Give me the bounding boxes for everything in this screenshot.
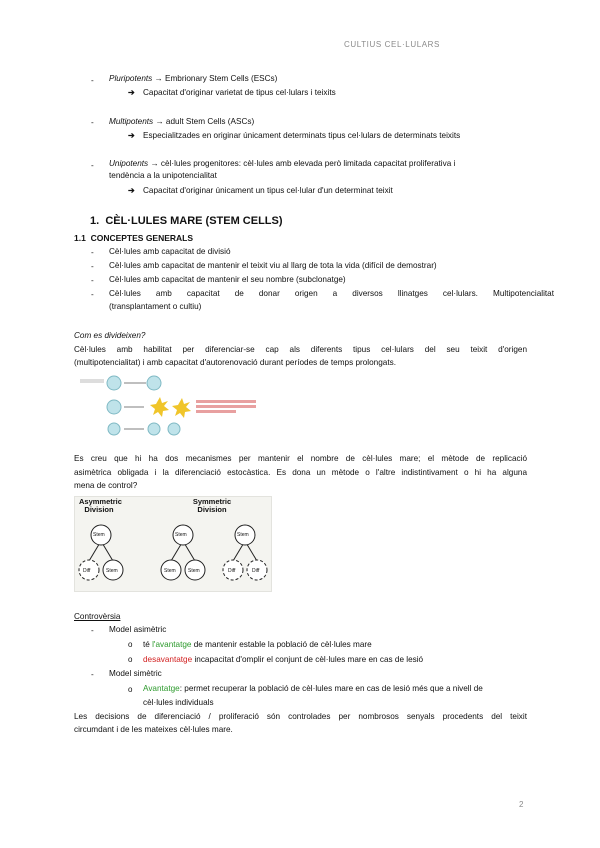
list-dash: - xyxy=(91,670,94,679)
circle-bullet: o xyxy=(128,640,133,649)
concept-item: Cèl·lules amb capacitat de donar origen a diversos llinatges cel·lulars. Multipotencialitat xyxy=(109,289,554,298)
asym-advantage: té l'avantatge de mantenir estable la població de cèl·lules mare xyxy=(143,640,372,649)
cell-label: Stem xyxy=(164,568,176,574)
list-dash: - xyxy=(91,161,94,170)
figure-row-2 xyxy=(107,397,256,418)
concept-item: Cèl·lules amb capacitat de mantenir el teixit viu al llarg de tota la vida (difícil de demostrar) xyxy=(109,261,437,270)
multipotent-sub: Especialitzades en originar únicament determinats tipus cel·lulars de determinats teixits xyxy=(143,131,461,140)
figure-row-1 xyxy=(80,376,161,390)
cell-label: Stem xyxy=(237,532,249,538)
unipotent-line-2: tendència a la unipotencialitat xyxy=(109,171,217,180)
closing-line: Les decisions de diferenciació / proliferació són controlades per nombrosos senyals procedents del teixit xyxy=(74,712,527,721)
asym-disadvantage: desavantatge incapacitat d'omplir el conjunt de cèl·lules mare en cas de lesió xyxy=(143,655,424,664)
concept-item: Cèl·lules amb capacitat de divisió xyxy=(109,247,231,256)
para-line: (multipotencialitat) i amb capacitat d'autorenovació durant períodes de temps prolongats. xyxy=(74,358,396,367)
division-diagram xyxy=(74,496,272,592)
concept-item: Cèl·lules amb capacitat de mantenir el seu nombre (subclonatge) xyxy=(109,275,346,284)
section-heading: 1. CÈL·LULES MARE (STEM CELLS) xyxy=(90,215,283,227)
list-dash: - xyxy=(91,248,94,257)
cell-label: Stem xyxy=(106,568,118,574)
unipotent-line: Unipotents → cèl·lules progenitores: cèl·lules amb elevada però limitada capacitat proliferativa i xyxy=(109,159,456,168)
list-dash: - xyxy=(91,626,94,635)
para-line: mena de control? xyxy=(74,481,138,490)
para-line: Cèl·lules amb habilitat per diferenciar-se cap als diferents tipus cel·lulars del seu teixit d'origen xyxy=(74,345,527,354)
list-dash: - xyxy=(91,262,94,271)
para-line: Es creu que hi ha dos mecanismes per mantenir el nombre de cèl·lules mare; el mètode de replicació xyxy=(74,454,527,463)
list-dash: - xyxy=(91,290,94,299)
cell-label: Diff xyxy=(252,568,260,574)
list-dash: - xyxy=(91,76,94,85)
symmetric-title: Symmetric Division xyxy=(192,497,232,514)
asymmetric-title: Asymmetric Division xyxy=(79,497,122,514)
sym-advantage-cont: cèl·lules individuals xyxy=(143,698,214,707)
unipotent-sub: Capacitat d'originar únicament un tipus cel·lular d'un determinat teixit xyxy=(143,186,393,195)
cell-label: Stem xyxy=(175,532,187,538)
pluripotent-line: Pluripotents → Embrionary Stem Cells (ESCs) xyxy=(109,74,278,83)
closing-line: circumdant i de les mateixes cèl·lules mare. xyxy=(74,725,233,734)
controversy-title: Controvèrsia xyxy=(74,612,121,621)
page-number: 2 xyxy=(519,800,524,809)
arrow-bullet: ➔ xyxy=(128,131,135,140)
sym-advantage: Avantatge: permet recuperar la població de cèl·lules mare en cas de lesió més que a nivell de xyxy=(143,684,483,693)
circle-bullet: o xyxy=(128,655,133,664)
list-dash: - xyxy=(91,118,94,127)
subsection-heading: 1.1 CONCEPTES GENERALS xyxy=(74,233,194,243)
cell-label: Diff xyxy=(228,568,236,574)
concept-item-cont: (transplantament o cultiu) xyxy=(109,302,202,311)
division-question: Com es divideixen? xyxy=(74,331,146,340)
sym-model-label: Model simètric xyxy=(109,669,162,678)
multipotent-line: Multipotents → adult Stem Cells (ASCs) xyxy=(109,117,255,126)
running-header: CULTIUS CEL·LULARS xyxy=(343,40,440,49)
arrow-bullet: ➔ xyxy=(128,186,135,195)
cell-label: Diff xyxy=(83,568,91,574)
asym-model-label: Model asimètric xyxy=(109,625,167,634)
para-line: asimètrica obligada i la diferenciació estocàstica. Es dona un mètode o l'altre indistintivament o hi ha alguna xyxy=(74,468,527,477)
stem-cell-figure xyxy=(74,374,274,436)
cell-label: Stem xyxy=(188,568,200,574)
figure-row-3 xyxy=(108,423,180,435)
list-dash: - xyxy=(91,276,94,285)
arrow-bullet: ➔ xyxy=(128,88,135,97)
circle-bullet: o xyxy=(128,685,133,694)
cell-label: Stem xyxy=(93,532,105,538)
pluripotent-sub: Capacitat d'originar varietat de tipus cel·lulars i teixits xyxy=(143,88,336,97)
division-tree xyxy=(75,497,271,591)
